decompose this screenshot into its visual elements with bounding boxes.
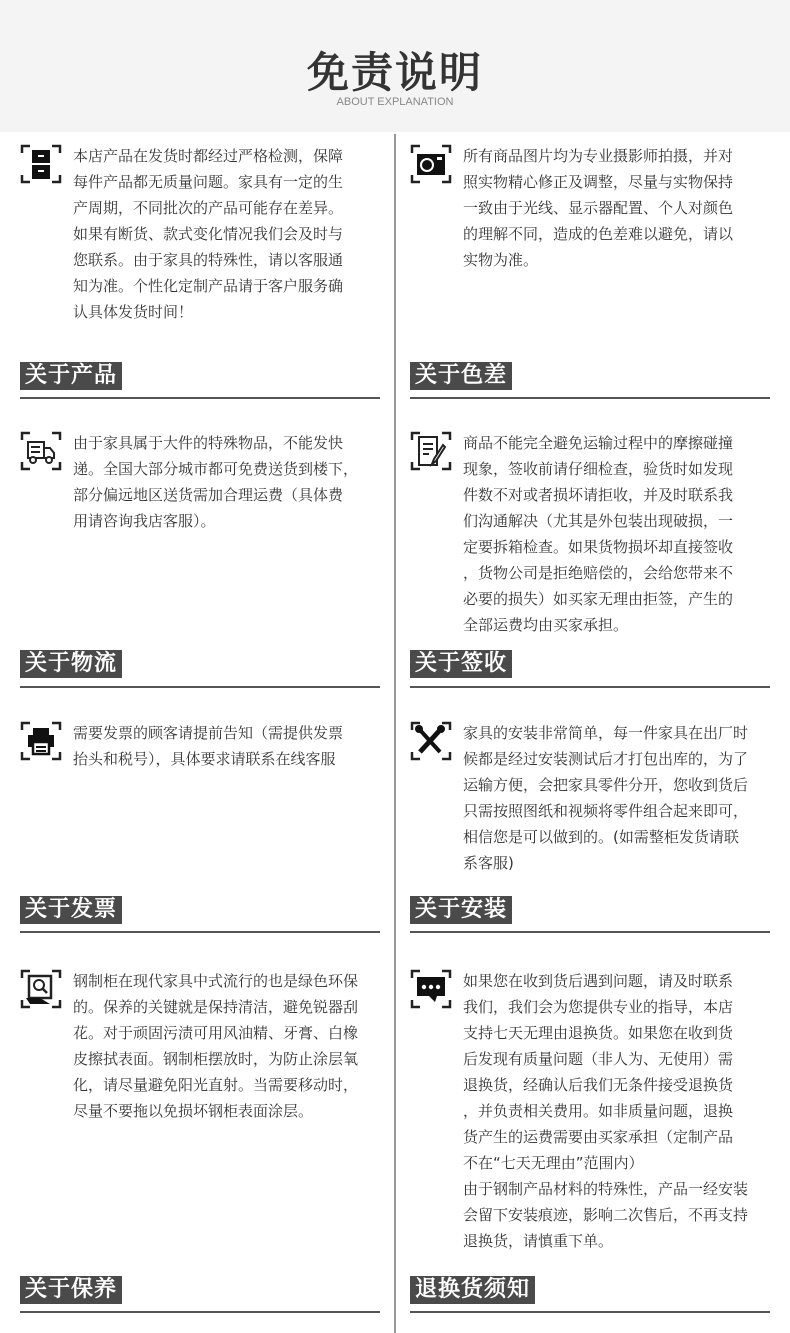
text-line: 花。对于顽固污渍可用风油精、牙膏、白橡 xyxy=(73,1024,359,1042)
text-line: 每件产品都无质量问题。家具有一定的生 xyxy=(73,173,344,191)
text-line: ，并负责相关费用。如非质量问题，退换 xyxy=(463,1102,734,1120)
text-line: 如果您在收到货后遇到问题，请及时联系 xyxy=(463,972,734,990)
text-line: 运输方便，会把家具零件分开，您收到货后 xyxy=(463,776,749,794)
section-divider xyxy=(410,686,770,688)
chat-icon xyxy=(410,968,452,1010)
header-banner xyxy=(0,0,790,132)
text-line: 由于钢制产品材料的特殊性，产品一经安装 xyxy=(463,1180,749,1198)
section-text xyxy=(73,430,358,534)
text-line: 定要拆箱检查。如果货物损坏却直接签收 xyxy=(463,538,734,556)
text-line: 实物为准。 xyxy=(463,251,539,269)
section-divider xyxy=(20,1311,380,1313)
text-line: 必要的损失）如买家无理由拒签，产生的 xyxy=(463,590,734,608)
text-line: 部分偏远地区送货需加合理运费（具体费 xyxy=(73,486,344,504)
tools-icon xyxy=(410,720,452,762)
section-text xyxy=(73,143,343,325)
text-line: 家具的安装非常简单，每一件家具在出厂时 xyxy=(463,724,749,742)
section-text xyxy=(73,720,343,772)
text-line: 候都是经过安装测试后才打包出库的，为了 xyxy=(463,750,749,768)
text-line: 您联系。由于家具的特殊性，请以客服通 xyxy=(73,251,344,269)
text-line: 商品不能完全避免运输过程中的摩擦碰撞 xyxy=(463,434,734,452)
text-line: 只需按照图纸和视频将零件组合起来即可， xyxy=(463,802,749,820)
text-line: 如果有断货、款式变化情况我们会及时与 xyxy=(73,225,344,243)
printer-icon xyxy=(20,720,62,762)
text-line: 的。保养的关键就是保持清洁，避免锐器刮 xyxy=(73,998,359,1016)
cabinet-icon xyxy=(20,143,62,185)
section-heading: 关于产品 xyxy=(20,362,122,390)
text-line: 需要发票的顾客请提前告知（需提供发票 xyxy=(73,724,344,742)
section-divider xyxy=(410,1311,770,1313)
text-line: 我们，我们会为您提供专业的指导，本店 xyxy=(463,998,734,1016)
section-divider xyxy=(20,931,380,933)
column-divider xyxy=(394,134,396,1333)
text-line: 由于家具属于大件的特殊物品，不能发快 xyxy=(73,434,344,452)
section-text xyxy=(463,968,748,1254)
text-line: 尽量不要拖以免损坏钢柜表面涂层。 xyxy=(73,1102,314,1120)
text-line: 不在“七天无理由”范围内） xyxy=(463,1154,644,1172)
section-heading: 关于发票 xyxy=(20,896,122,924)
text-line: 产周期，不同批次的产品可能存在差异。 xyxy=(73,199,344,217)
text-line: 们沟通解决（尤其是外包装出现破损，一 xyxy=(463,512,734,530)
section-text xyxy=(463,720,748,876)
page-title: 免责说明 xyxy=(306,48,483,97)
text-line: 知为准。个性化定制产品请于客户服务确 xyxy=(73,277,344,295)
text-line: 递。全国大部分城市都可免费送货到楼下， xyxy=(73,460,359,478)
section-heading: 关于物流 xyxy=(20,650,122,678)
text-line: 认具体发货时间！ xyxy=(73,303,194,321)
camera-icon xyxy=(410,143,452,185)
section-divider xyxy=(410,931,770,933)
page-subtitle: ABOUT EXPLANATION xyxy=(336,96,454,108)
section-text xyxy=(463,430,733,638)
text-line: 件数不对或者损坏请拒收，并及时联系我 xyxy=(463,486,734,504)
text-line: 的理解不同，造成的色差难以避免，请以 xyxy=(463,225,734,243)
text-line: 全部运费均由买家承担。 xyxy=(463,616,629,634)
text-line: 钢制柜在现代家具中式流行的也是绿色环保 xyxy=(73,972,359,990)
text-line: 退换货，请慎重下单。 xyxy=(463,1232,614,1250)
text-line: 会留下安装痕迹，影响二次售后，不再支持 xyxy=(463,1206,749,1224)
text-line: 退换货，经确认后我们无条件接受退换货 xyxy=(463,1076,734,1094)
text-line: ，货物公司是拒绝赔偿的，会给您带来不 xyxy=(463,564,734,582)
text-line: 支持七天无理由退换货。如果您在收到货 xyxy=(463,1024,734,1042)
section-divider xyxy=(20,686,380,688)
section-text xyxy=(463,143,733,273)
text-line: 皮擦拭表面。钢制柜摆放时，为防止涂层氧 xyxy=(73,1050,359,1068)
text-line: 化，请尽量避免阳光直射。当需要移动时， xyxy=(73,1076,359,1094)
truck-icon xyxy=(20,430,62,472)
text-line: 现象，签收前请仔细检查，验货时如发现 xyxy=(463,460,734,478)
document-sign-icon xyxy=(410,430,452,472)
section-divider xyxy=(410,397,770,399)
section-text xyxy=(73,968,358,1124)
section-heading: 关于安装 xyxy=(410,896,512,924)
section-heading: 退换货须知 xyxy=(410,1276,535,1304)
text-line: 本店产品在发货时都经过严格检测，保障 xyxy=(73,147,344,165)
text-line: 照实物精心修正及调整，尽量与实物保持 xyxy=(463,173,734,191)
text-line: 后发现有质量问题（非人为、无使用）需 xyxy=(463,1050,734,1068)
section-heading: 关于保养 xyxy=(20,1276,122,1304)
text-line: 抬头和税号），具体要求请联系在线客服 xyxy=(73,750,336,768)
text-line: 一致由于光线、显示器配置、个人对颜色 xyxy=(463,199,734,217)
text-line: 系客服) xyxy=(463,854,514,872)
text-line: 所有商品图片均为专业摄影师拍摄，并对 xyxy=(463,147,734,165)
text-line: 货产生的运费需要由买家承担（定制产品 xyxy=(463,1128,734,1146)
text-line: 用请咨询我店客服）。 xyxy=(73,512,216,530)
section-heading: 关于色差 xyxy=(410,362,512,390)
section-heading: 关于签收 xyxy=(410,650,512,678)
section-divider xyxy=(20,397,380,399)
cleaning-icon xyxy=(20,968,62,1010)
text-line: 相信您是可以做到的。(如需整柜发货请联 xyxy=(463,828,739,846)
